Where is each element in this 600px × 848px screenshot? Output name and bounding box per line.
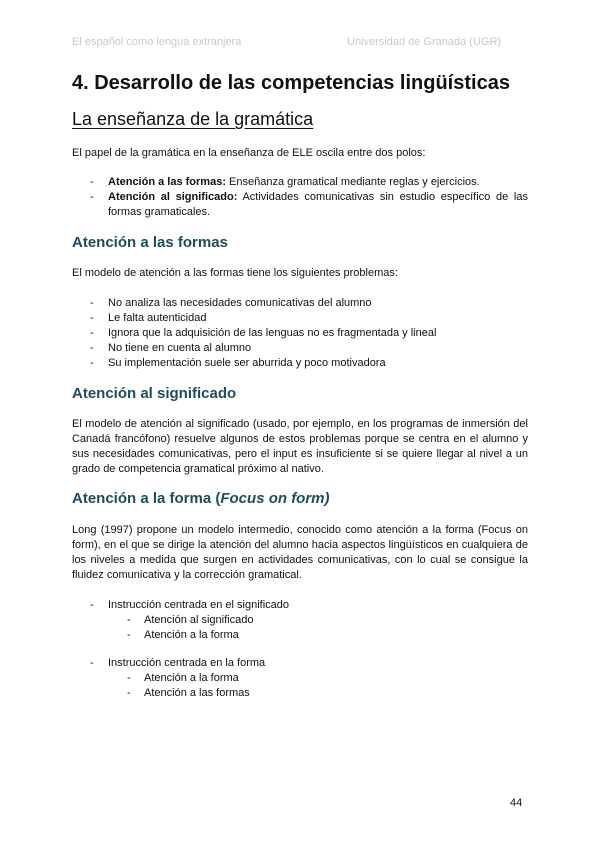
instruction-list-1 [72, 598, 528, 643]
definition: Actividades comunicativas sin estudio específico de las formas gramaticales. [108, 191, 528, 218]
instruction-list-2 [72, 656, 528, 701]
header-right: Universidad de Granada (UGR) [347, 36, 502, 48]
sub-list-item: - Atención a la forma [72, 628, 528, 643]
list-item: - Ignora que la adquisición de las lenguas no es fragmentada y lineal [72, 326, 528, 341]
term: Atención al significado: [108, 191, 238, 203]
sub-list-item: - Atención a las formas [72, 686, 528, 701]
list-item: - Le falta autenticidad [72, 311, 528, 326]
term: Atención a las formas: [108, 176, 226, 188]
meaning-paragraph: El modelo de atención al significado (usado, por ejemplo, en los programas de inmersión del Canadá francófono) resuelve algunos de estos problemas porque se centra en el alumno y sus necesidades comunicativas, pero el input es insuficiente si se quiere llegar al nivel a un grado de competencia gramatical próximo al nativo. [72, 418, 528, 475]
list-item: - Instrucción centrada en el significado [72, 598, 528, 613]
heading-meaning: Atención al significado [72, 385, 237, 402]
list-item: - Instrucción centrada en la forma [72, 656, 528, 671]
sub-list-item: - Atención al significado [72, 613, 528, 628]
list-item [72, 190, 528, 220]
focus-paragraph: Long (1997) propone un modelo intermedio, conocido como atención a la forma (Focus on form), en el que se dirige la atención del alumno hacia aspectos lingüísticos en cualquiera de los niveles a medida que surgen en actividades comunicativas, con lo cual se consigue la fluidez comunicativa y la corrección gramatical. [72, 524, 528, 581]
heading-italic: Focus on form) [220, 490, 330, 507]
header-left: El español como lengua extranjera [72, 36, 242, 48]
page-number: 44 [510, 797, 523, 809]
list-item: - No analiza las necesidades comunicativas del alumno [72, 296, 528, 311]
definition: Enseñanza gramatical mediante reglas y ejercicios. [225, 176, 480, 188]
heading-forms: Atención a las formas [72, 234, 228, 251]
heading-text: Atención a la forma ( [72, 490, 221, 507]
sub-list-item: - Atención a la forma [72, 671, 528, 686]
problems-list [72, 296, 528, 371]
heading-focus-on-form [72, 490, 330, 507]
poles-list [72, 175, 528, 220]
list-item: - Su implementación suele ser aburrida y poco motivadora [72, 356, 528, 371]
chapter-title: 4. Desarrollo de las competencias lingüísticas [72, 72, 510, 94]
intro-paragraph: El papel de la gramática en la enseñanza de ELE oscila entre dos polos: [72, 147, 426, 159]
list-item [72, 175, 528, 190]
forms-paragraph: El modelo de atención a las formas tiene los siguientes problemas: [72, 267, 398, 279]
list-item: - No tiene en cuenta al alumno [72, 341, 528, 356]
section-title: La enseñanza de la gramática [72, 109, 314, 129]
